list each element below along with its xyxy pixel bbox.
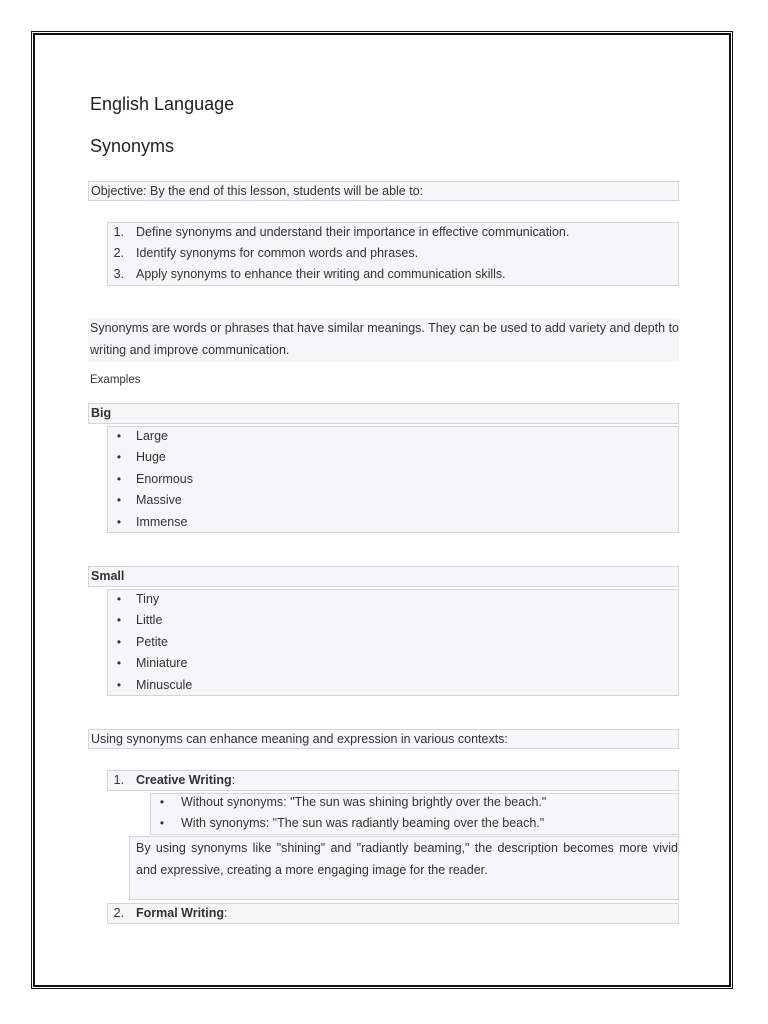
objective-intro: Objective: By the end of this lesson, students will be able to: — [91, 184, 424, 198]
definition-paragraph: Synonyms are words or phrases that have similar meanings. They can be used to add variety and depth to writing and improve communication. — [90, 321, 679, 357]
usage-item-1: 1. Creative Writing: — [107, 770, 679, 791]
document-subtitle: Synonyms — [90, 136, 175, 156]
group-heading-box — [88, 403, 679, 424]
group-heading-small: Small — [91, 569, 125, 583]
group-list-small: • Tiny • Little • Petite • Miniature • Minuscule — [107, 589, 679, 696]
examples-label: Examples — [90, 374, 141, 386]
usage-item-number: 1. — [113, 773, 124, 787]
usage-item-1-explanation-box — [129, 836, 679, 900]
usage-item-number: 2. — [113, 906, 124, 920]
usage-intro: Using synonyms can enhance meaning and expression in various contexts: — [91, 732, 508, 746]
group-list-big: • Large • Huge • Enormous • Massive • Immense — [107, 426, 679, 533]
objective-intro-box — [88, 181, 679, 201]
usage-item-heading: Creative Writing — [136, 773, 232, 787]
usage-item-1-explanation: By using synonyms like "shining" and "radiantly beaming," the description becomes more vivid and expressive, creating a more engaging image for the reader. — [136, 841, 678, 877]
usage-item-2: 2. Formal Writing: — [107, 903, 679, 924]
usage-intro-box — [88, 729, 679, 749]
group-heading-box — [88, 566, 679, 587]
usage-item-1-bullets: • Without synonyms: "The sun was shining brightly over the beach." • With synonyms: "The sun was radiantly beaming over the beach." — [150, 793, 679, 835]
document-title: English Language — [90, 94, 235, 114]
objective-list: 1. Define synonyms and understand their importance in effective communication. 2. Identify synonyms for common words and phrases. 3. Apply synonyms to enhance their writing and communication skills. — [107, 222, 679, 286]
usage-item-heading: Formal Writing — [136, 906, 224, 920]
group-heading-big: Big — [91, 406, 112, 420]
